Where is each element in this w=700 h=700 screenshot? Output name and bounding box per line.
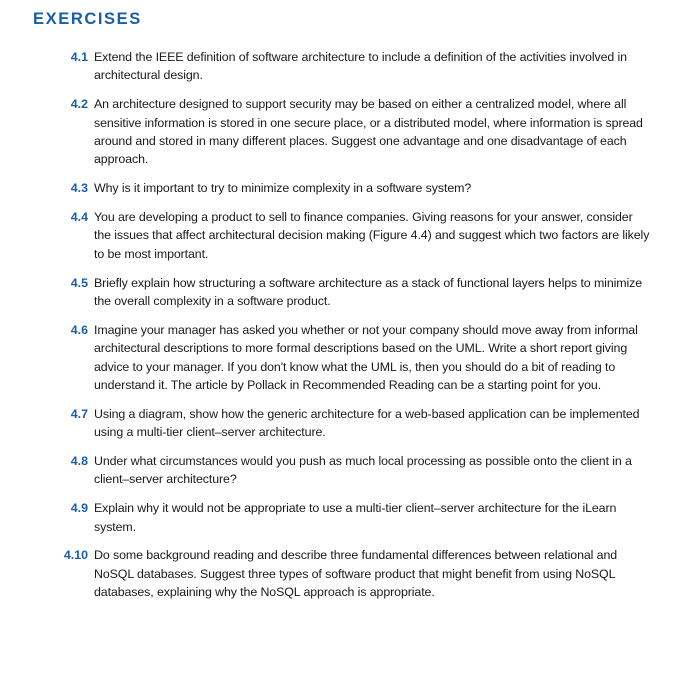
exercise-item: [60, 452, 650, 489]
exercise-text: Imagine your manager has asked you whether or not your company should move away from informal architectural descriptions to more formal descriptions based on the UML. Write a short report giving advice to your manager. If you don't know what the UML is, then you should do a bit of reading to understand it. The article by Pollack in Recommended Reading can be a starting point for you.: [94, 322, 638, 393]
exercise-number: 4.1: [70, 50, 88, 64]
exercise-text: An architecture designed to support security may be based on either a centralized model, where all sensitive information is stored in one secure place, or a distributed model, where information is spread around and stored in many different places. Suggest one advantage and one disadvantage of each approach.: [94, 97, 643, 167]
exercise-item: [60, 95, 650, 169]
exercise-text: Why is it important to try to minimize complexity in a software system?: [94, 181, 472, 196]
exercise-item: [60, 208, 650, 263]
exercise-text: Briefly explain how structuring a software architecture as a stack of functional layers helps to minimize the overall complexity in a software product.: [94, 275, 643, 309]
exercise-text: Using a diagram, show how the generic architecture for a web-based application can be implemented using a multi-tier client–server architecture.: [94, 406, 640, 440]
exercise-number: 4.9: [70, 501, 88, 516]
exercise-item: [60, 274, 650, 311]
exercise-number: 4.8: [70, 454, 88, 469]
exercise-number: 4.3: [70, 181, 88, 196]
exercise-text: Do some background reading and describe three fundamental differences between relational and NoSQL databases. Suggest three types of software product that might benefit from using NoSQL databases, explaining why the NoSQL approach is appropriate.: [94, 548, 618, 600]
exercise-number: 4.7: [70, 406, 88, 421]
exercise-item: [60, 321, 650, 395]
exercises-heading: EXERCISES: [33, 10, 142, 28]
exercise-number: 4.6: [70, 322, 88, 337]
exercise-item: [60, 179, 650, 197]
exercise-item: [60, 48, 650, 85]
exercise-number: 4.5: [70, 275, 88, 290]
exercise-number: 4.10: [63, 548, 88, 563]
exercise-item: [60, 499, 650, 536]
exercise-list: [60, 48, 650, 612]
exercise-item: [60, 546, 650, 601]
exercise-text: Extend the IEEE definition of software architecture to include a definition of the activities involved in architectural design.: [94, 50, 627, 83]
exercise-number: 4.4: [70, 210, 88, 225]
exercise-item: [60, 405, 650, 442]
exercise-number: 4.2: [70, 97, 88, 112]
exercise-text: Under what circumstances would you push as much local processing as possible onto the client in a client–server architecture?: [94, 454, 632, 487]
exercise-text: You are developing a product to sell to finance companies. Giving reasons for your answer, consider the issues that affect architectural decision making (Figure 4.4) and suggest which two factors are likely to be most important.: [94, 210, 650, 261]
exercise-text: Explain why it would not be appropriate to use a multi-tier client–server architecture for the iLearn system.: [94, 501, 617, 534]
